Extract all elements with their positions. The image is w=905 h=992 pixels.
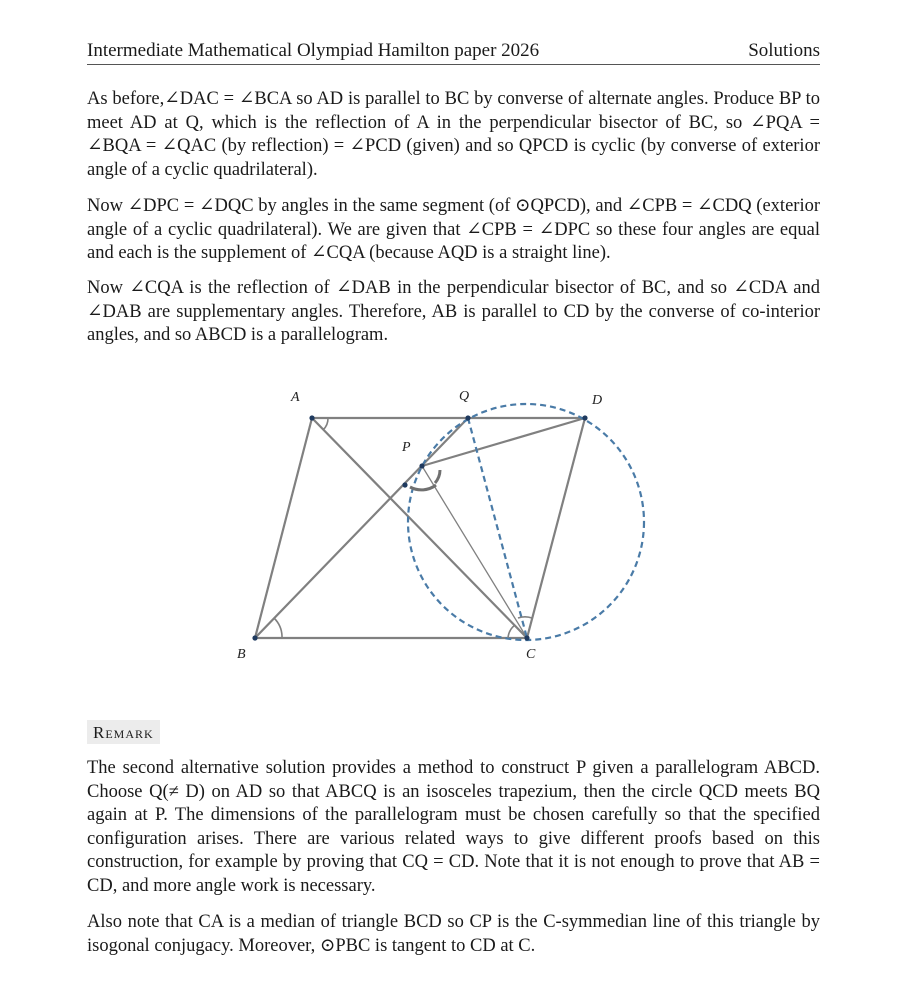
paragraph-1: As before,∠DAC = ∠BCA so AD is parallel to BC by converse of alternate angles. Produce BP to meet AD at Q, which is the reflection of A in the perpendicular bisector of BC, so ∠PQA = ∠BQA = ∠QAC (by reflection) = ∠PCD (given) and so QPCD is cyclic (by converse of exterior angle of a cyclic quadrilateral).: [87, 89, 820, 180]
point-b: [252, 635, 257, 640]
paragraph-final: Also note that CA is a median of triangle BCD so CP is the C-symmedian line of this triangle by isogonal conjugacy. Moreover, ⊙PBC is tangent to CD at C.: [87, 912, 820, 956]
label-b: B: [237, 647, 246, 662]
angle-mark-p1: [410, 485, 436, 490]
section-label: Solutions: [748, 40, 820, 61]
angle-mark-c2: [518, 617, 532, 618]
paragraph-3: Now ∠CQA is the reflection of ∠DAB in the perpendicular bisector of BC, and so ∠CDA and ∠DAB are supplementary angles. Therefore, AB is parallel to CD by the converse of co-interior angles, and so ABCD is a parallelogram.: [87, 278, 820, 346]
point-a: [309, 415, 314, 420]
cyclic-circle-qpcd: [408, 404, 644, 640]
paragraph-remark: The second alternative solution provides a method to construct P given a parallelogram ABCD. Choose Q(≠ D) on AD so that ABCQ is an isosceles trapezium, then the circle QCD meets BQ again at P. The dimensions of the parallelogram must be chosen carefully so that the specified configuration arises. There are various related ways to give different proofs based on this construction, for example by proving that CQ = CD. Note that it is not enough to prove that AB = CD, and more angle work is necessary.: [87, 758, 820, 896]
angle-mark-p2: [435, 470, 440, 483]
point-x: [402, 482, 407, 487]
label-p: P: [402, 440, 411, 455]
paper-title: Intermediate Mathematical Olympiad Hamilton paper 2026: [87, 40, 540, 61]
label-a: A: [291, 390, 300, 405]
point-c: [524, 635, 529, 640]
point-d: [582, 415, 587, 420]
point-p: [419, 463, 424, 468]
segment-pc: [422, 466, 527, 638]
label-c: C: [526, 647, 536, 662]
angle-mark-b: [274, 618, 282, 638]
segment-ab: [255, 418, 312, 638]
point-q: [465, 415, 470, 420]
label-q: Q: [459, 389, 470, 404]
angle-mark-c1: [508, 625, 515, 638]
segment-cd: [527, 418, 585, 638]
segment-pd: [422, 418, 585, 466]
angle-mark-a: [323, 418, 328, 430]
remark-heading: Remark: [87, 720, 160, 744]
label-d: D: [592, 393, 603, 408]
segment-qc-dashed: [468, 418, 527, 638]
segment-bq: [255, 418, 468, 638]
geometry-figure: [220, 378, 680, 668]
segment-ac: [312, 418, 527, 638]
paragraph-2: Now ∠DPC = ∠DQC by angles in the same segment (of ⊙QPCD), and ∠CPB = ∠CDQ (exterior angle of a cyclic quadrilateral). We are given that ∠CPB = ∠DPC so these four angles are equal and each is the supplement of ∠CQA (because AQD is a straight line).: [87, 196, 820, 264]
page-header: [87, 38, 820, 65]
